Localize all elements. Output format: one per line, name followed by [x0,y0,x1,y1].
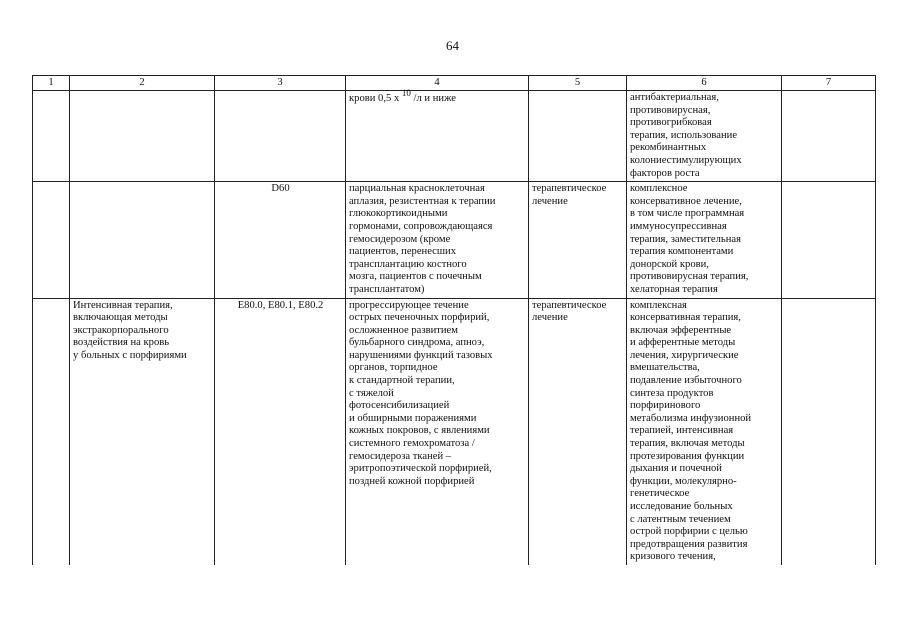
cell-line: прогрессирующее течение [349,299,469,311]
cell-line: протезирования функции [630,450,745,462]
cell-line: иммуносупрессивная [630,220,727,232]
cell-line: кожных покровов, с явлениями [349,425,490,437]
column-header: 2 [70,76,215,91]
cell-line: подавление избыточного [630,375,742,387]
cell-line: метаболизма инфузионной [630,412,752,424]
column-header: 5 [529,76,627,91]
cell-line: экстракорпорального [73,324,169,336]
cell-line: терапией, интенсивная [630,425,734,437]
treatment-table [32,75,876,565]
cell-line: системного гемохроматоза / [349,438,475,450]
column-header: 6 [627,76,782,91]
cell-line: синтеза продуктов [630,387,714,399]
cell-line: гемосидерозом (кроме [349,233,451,245]
cell-line: порфиринового [630,400,701,412]
cell-line: терапевтическое [532,183,607,195]
cell-line: лечения, хирургические [630,349,739,361]
cell-line: трансплантатом) [349,283,425,295]
cell-treatment-method [627,91,782,182]
cell-line: и обширными поражениями [349,412,477,424]
cell-care-type [70,298,215,565]
header-row [33,76,876,91]
cell-line: кризового течения, [630,551,716,563]
cell-care-type [70,182,215,298]
cell-patient-model [346,88,529,182]
column-header: 4 [346,76,529,91]
cell-line: гемосидероза тканей – [349,450,452,462]
cell-icd-code [215,298,346,565]
cell-line: терапия компонентами [630,246,734,258]
cell-cost [782,182,876,298]
cell-line: предотвращения развития [630,538,748,550]
cell-patient-model [346,182,529,298]
cell-cost [782,91,876,182]
cell-line: гормонами, сопровождающаяся [349,220,493,232]
cell-line: и афферентные методы [630,337,736,349]
formula-pre: крови 0,5 x [349,93,402,104]
cell-line: парциальная красноклеточная [349,183,485,195]
cell-number [33,298,70,565]
cell-line: терапевтическое [532,299,607,311]
cell-care-type [70,91,215,182]
table-row [33,182,876,298]
cell-line: лечение [532,312,568,324]
cell-line: колониестимулирующих [630,154,742,166]
cell-line: фотосенсибилизацией [349,400,450,412]
cell-treatment-kind [529,298,627,565]
cell-line: у больных с порфириями [73,349,187,361]
cell-line: пациентов, перенесших [349,246,456,258]
cell-line: эритропоэтической порфирией, [349,463,492,475]
cell-icd-code [215,182,346,298]
cell-line: трансплантацию костного [349,258,467,270]
cell-line: комплексная [630,299,687,311]
table-row [33,298,876,565]
cell-line: острых печеночных порфирий, [349,312,490,324]
cell-line: вмешательства, [630,362,700,374]
cell-line: в том числе программная [630,208,745,220]
cell-patient-model [346,298,529,565]
cell-line: факторов роста [630,167,700,179]
cell-treatment-method [627,298,782,565]
cell-number [33,91,70,182]
cell-line: консервативное лечение, [630,195,742,207]
cell-treatment-kind [529,91,627,182]
cell-line: антибактериальная, [630,92,719,103]
cell-icd-code [215,91,346,182]
cell-line: мозга, пациентов с почечным [349,271,482,283]
formula-post: /л и ниже [410,93,456,104]
cell-treatment-kind [529,182,627,298]
cell-treatment-method [627,182,782,298]
cell-line: аплазия, резистентная к терапии [349,195,496,207]
cell-line: нарушениями функций тазовых [349,349,493,361]
cell-line: терапия, использование [630,129,738,141]
cell-line: Интенсивная терапия, [73,299,173,311]
cell-line: лечение [532,195,568,207]
cell-line: включая эфферентные [630,324,732,336]
cell-line: комплексное [630,183,688,195]
cell-line: включающая методы [73,312,168,324]
cell-line: хелаторная терапия [630,283,718,295]
cell-cost [782,298,876,565]
cell-line: к стандартной терапии, [349,375,455,387]
cell-line: дыхания и почечной [630,463,722,475]
page-number: 64 [446,38,459,53]
cell-line: генетическое [630,488,690,500]
icd-code-text: E80.0, E80.1, E80.2 [237,299,324,311]
cell-line: противовирусная, [630,104,711,116]
cell-line: противогрибковая [630,117,712,129]
icd-code-text: D60 [271,183,290,195]
column-header: 1 [33,76,70,91]
cell-line: терапия, заместительная [630,233,741,245]
cell-line: острой порфирии с целью [630,526,748,538]
cell-line: терапия, включая методы [630,438,745,450]
cell-number [33,182,70,298]
cell-line: поздней кожной порфирией [349,475,475,487]
cell-line: воздействия на кровь [73,337,170,349]
formula-exponent: 10 [401,88,411,98]
cell-line: функции, молекулярно- [630,475,737,487]
column-header: 3 [215,76,346,91]
table-row [33,91,876,182]
cell-line: глюкокортикоидными [349,208,448,220]
cell-line: донорской крови, [630,258,709,270]
cell-line: с тяжелой [349,387,394,399]
cell-line [349,88,526,106]
cell-line: с латентным течением [630,513,731,525]
cell-line: бульбарного синдрома, апноэ, [349,337,485,349]
column-header: 7 [782,76,876,91]
cell-line: консервативная терапия, [630,312,741,324]
cell-line: исследование больных [630,501,733,512]
cell-line: осложненное развитием [349,324,458,336]
cell-line: органов, торпидное [349,362,438,374]
cell-line: противовирусная терапия, [630,271,749,283]
cell-line: рекомбинантных [630,142,707,154]
